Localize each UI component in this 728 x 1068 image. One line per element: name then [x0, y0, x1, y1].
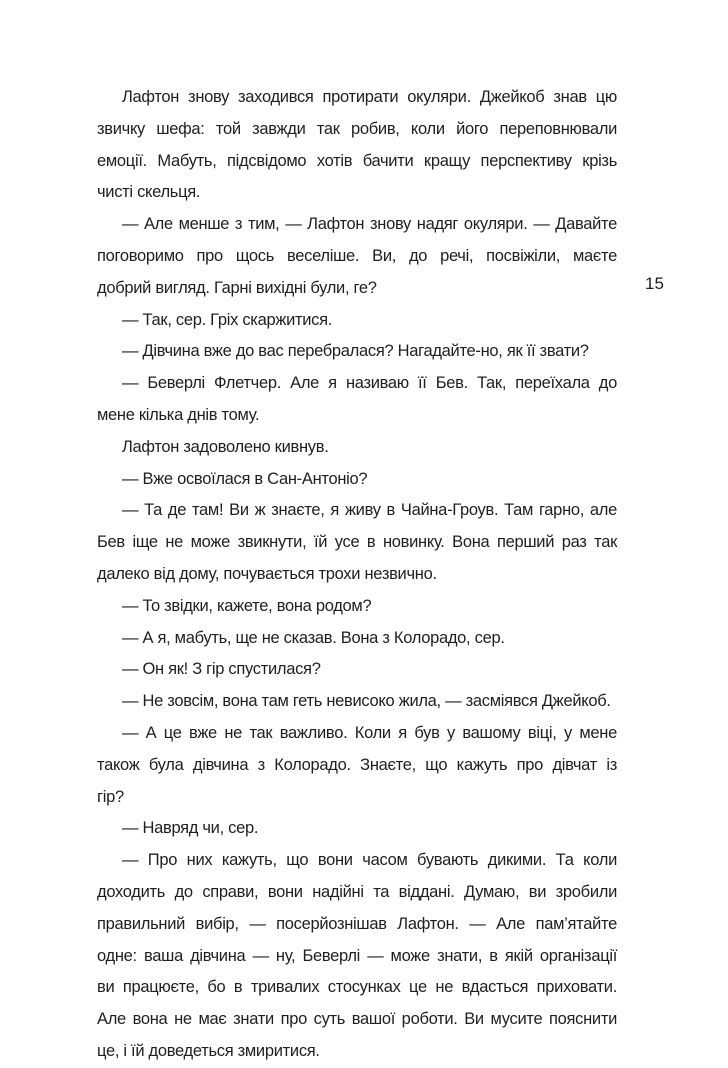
paragraph: [97, 82, 617, 209]
paragraph: [97, 464, 617, 496]
text-line: — То звідки, кажете, вона родом?: [122, 596, 372, 615]
page-number: 15: [645, 274, 664, 293]
text-line: це, і їй доведеться змиритися.: [97, 1041, 320, 1060]
text-line: ви працюєте, бо в тривалих стосунках це не вдасться приховати.: [97, 978, 617, 997]
text-line: далеко від дому, почувається трохи незвично.: [97, 564, 437, 583]
paragraph: [97, 686, 617, 718]
text-line: — Так, сер. Гріх скаржитися.: [122, 310, 333, 329]
paragraph: [97, 591, 617, 623]
paragraph: [97, 368, 617, 432]
paragraph: [97, 654, 617, 686]
text-line: мене кілька днів тому.: [97, 405, 260, 424]
text-line: — Беверлі Флетчер. Але я називаю її Бев. Так, переїхала до: [122, 374, 617, 393]
text-line: — Он як! З гір спустилася?: [122, 660, 321, 679]
paragraph: [97, 718, 617, 813]
text-line: — Вже освоїлася в Сан-Антоніо?: [122, 469, 368, 488]
paragraph: [97, 495, 617, 590]
text-line: Але вона не має знати про суть вашої роботи. Ви мусите пояснити: [97, 1010, 617, 1029]
text-line: звичку шефа: той завжди так робив, коли його переповнювали: [97, 119, 617, 138]
paragraph: [97, 336, 617, 368]
text-line: Бев іще не може звикнути, їй усе в новинку. Вона перший раз так: [97, 533, 617, 552]
paragraph: [97, 813, 617, 845]
text-line: — Дівчина вже до вас перебралася? Нагадайте-но, як її звати?: [122, 342, 589, 361]
book-page-text: [97, 82, 617, 1068]
text-line: — А я, мабуть, ще не сказав. Вона з Колорадо, сер.: [122, 628, 505, 647]
paragraph: [97, 305, 617, 337]
text-line: — Про них кажуть, що вони часом бувають дикими. Та коли: [122, 851, 617, 870]
text-line: гір?: [97, 787, 124, 806]
text-line: Лафтон знову заходився протирати окуляри. Джейкоб знав цю: [122, 88, 617, 106]
text-line: доходить до справи, вони надійні та віддані. Думаю, ви зробили: [97, 882, 617, 901]
paragraph: [97, 623, 617, 655]
text-line: Лафтон задоволено кивнув.: [122, 437, 329, 456]
text-line: — Навряд чи, сер.: [122, 819, 259, 838]
text-line: — Не зовсім, вона там геть невисоко жила, — засміявся Джейкоб.: [122, 692, 611, 711]
text-line: — Та де там! Ви ж знаєте, я живу в Чайна-Гроув. Там гарно, але: [122, 501, 617, 520]
paragraph: [97, 209, 617, 304]
text-line: одне: ваша дівчина — ну, Беверлі — може знати, в якій організації: [97, 946, 617, 965]
text-line: також була дівчина з Колорадо. Знаєте, що кажуть про дівчат із: [97, 755, 617, 774]
text-line: правильний вибір, — посерйознішав Лафтон. — Але пам’ятайте: [97, 914, 617, 933]
paragraph: [97, 432, 617, 464]
text-line: чисті скельця.: [97, 183, 201, 202]
text-line: поговоримо про щось веселіше. Ви, до речі, посвіжіли, маєте: [97, 246, 617, 265]
text-line: добрий вигляд. Гарні вихідні були, ге?: [97, 278, 377, 297]
text-line: — А це вже не так важливо. Коли я був у вашому віці, у мене: [122, 723, 617, 742]
text-line: емоції. Мабуть, підсвідомо хотів бачити кращу перспективу крізь: [97, 151, 617, 170]
paragraph: [97, 845, 617, 1068]
text-line: — Але менше з тим, — Лафтон знову надяг окуляри. — Давайте: [122, 215, 617, 234]
